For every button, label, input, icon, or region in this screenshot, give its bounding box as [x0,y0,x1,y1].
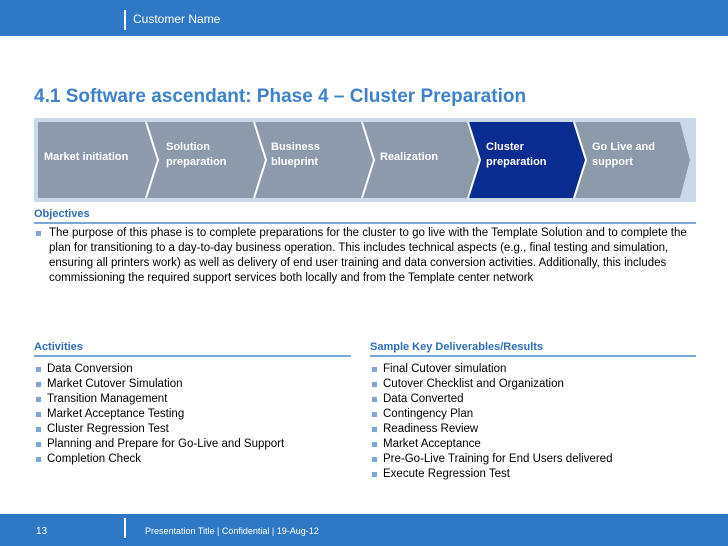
list-item-text: Completion Check [47,453,141,465]
deliverables-rule [370,355,696,357]
list-item [370,422,696,437]
list-item-text: Planning and Prepare for Go-Live and Support [47,438,285,450]
list-item [370,407,696,422]
bullet-square-icon [36,382,41,387]
list-item-text: Readiness Review [383,423,479,435]
bullet-square-icon [372,457,377,462]
deliverables-list [370,362,696,482]
list-item [370,467,696,482]
bullet-square-icon [372,397,377,402]
list-item-text: Market Cutover Simulation [47,378,183,390]
list-item [34,422,354,437]
customer-name: Customer Name [133,12,221,26]
list-item [370,437,696,452]
deliverables-heading: Sample Key Deliverables/Results [370,341,544,353]
list-item-text: Market Acceptance [383,438,481,450]
list-item-text: Execute Regression Test [383,468,510,480]
list-item [34,407,354,422]
phase-label-3: Business blueprint [271,141,320,168]
header-divider [124,10,126,30]
list-item-text: Contingency Plan [383,408,474,420]
list-item-text: Pre-Go-Live Training for End Users delivered [383,453,613,465]
phase-label-4: Realization [380,151,439,163]
bullet-square-icon [372,442,377,447]
bullet-square-icon [372,472,377,477]
bullet-square-icon [36,427,41,432]
list-item-text: Final Cutover simulation [383,363,507,375]
bullet-square-icon [372,412,377,417]
list-item [370,362,696,377]
objectives-rule [34,222,696,224]
page-title: 4.1 Software ascendant: Phase 4 – Cluster Preparation [34,86,527,107]
footer-bar [0,514,728,546]
activities-list [34,362,354,467]
page-number: 13 [36,526,48,537]
list-item-text: Cutover Checklist and Organization [383,378,564,390]
list-item-text: Data Converted [383,393,464,405]
bullet-square-icon [372,427,377,432]
bullet-square-icon [36,231,41,236]
phase-process-bar [34,118,696,202]
bullet-square-icon [372,382,377,387]
list-item [34,437,354,452]
list-item [370,392,696,407]
objectives-text-block [34,226,709,286]
objectives-text: The purpose of this phase is to complete preparations for the cluster to go live with the Template Solution and to complete the plan for transitioning to a day-to-day business operation. This includes technical aspects (e.g., final testing and simulation, ensuring all printers work) as well as delivery of end user training and data conversion activities. Additionally, this includes commissioning the required support services both locally and from the Template center network [49,227,687,284]
list-item-text: Cluster Regression Test [47,423,169,435]
list-item-text: Data Conversion [47,363,133,375]
activities-rule [34,355,351,357]
list-item-text: Transition Management [47,393,168,405]
bullet-square-icon [36,457,41,462]
list-item [34,392,354,407]
bullet-square-icon [372,367,377,372]
list-item [370,377,696,392]
bullet-square-icon [36,442,41,447]
activities-heading: Activities [34,341,83,353]
phase-label-6: Go Live and support [592,141,655,168]
header-bar [0,0,728,36]
objectives-heading: Objectives [34,208,90,220]
footer-divider [124,518,126,538]
list-item [34,377,354,392]
footer-text: Presentation Title | Confidential | 19-Aug-12 [145,526,319,536]
bullet-square-icon [36,412,41,417]
phase-label-1: Market initiation [44,151,129,163]
phase-label-5: Cluster preparation [486,141,547,168]
list-item [370,452,696,467]
bullet-square-icon [36,397,41,402]
list-item [34,452,354,467]
list-item-text: Market Acceptance Testing [47,408,185,420]
phase-label-2: Solution preparation [166,141,227,168]
list-item [34,362,354,377]
bullet-square-icon [36,367,41,372]
